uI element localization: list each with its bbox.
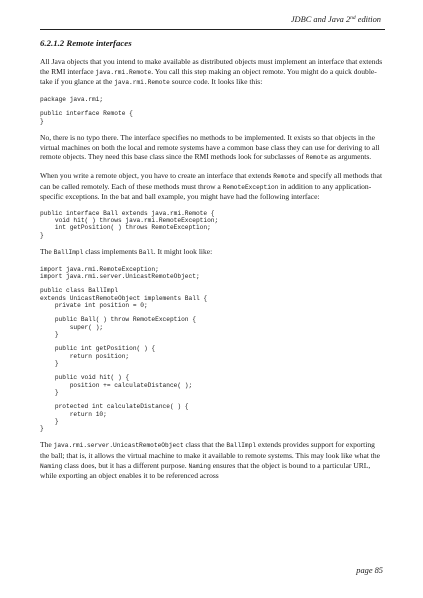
code-inline: Naming xyxy=(40,462,63,470)
code-inline: java.rmi.Remote xyxy=(114,79,170,87)
paragraph-write-remote-object xyxy=(40,171,385,202)
page-content xyxy=(40,38,385,489)
text-run: No, there is no typo there. The interface specifies no methods to be implemented. It exists so that objects in the virtual machines on both the local and remote systems have a common base class they can use for deriving to all remote objects. They need this base class since the RMI methods look for subclasses of xyxy=(40,132,380,162)
header-rule xyxy=(40,29,385,30)
running-header xyxy=(291,15,381,25)
text-run: class that the xyxy=(183,440,227,450)
code-inline: RemoteException xyxy=(222,183,279,191)
code-inline: BallImpl xyxy=(53,248,84,256)
text-run: ensures that the object is bound to a particular URL, while exporting an object enables it to be referenced across xyxy=(40,460,371,481)
text-run: in addition to any application-specific exceptions. In the bat and ball example, you might have had the following interface: xyxy=(40,181,372,202)
code-block-ballimpl-class: import java.rmi.RemoteException; import java.rmi.server.UnicastRemoteObject; public class BallImpl extends UnicastRemoteObject implements Ball { private int position = 0; public Ball( ) throw RemoteException { super( ); } public int getPosition( ) { return position; } public void hit( ) { position += calculateDistance( ); } protected int calculateDistance( ) { return 10; } } xyxy=(40,265,208,433)
header-title-suffix: edition xyxy=(355,15,381,24)
code-inline: Naming xyxy=(188,462,211,470)
header-title-superscript: nd xyxy=(350,15,356,21)
section-title: 6.2.1.2 Remote interfaces xyxy=(40,38,132,48)
code-block-ball-interface: public interface Ball extends java.rmi.Remote { void hit( ) throws java.rmi.RemoteException; int getPosition( ) throws RemoteException; } xyxy=(40,209,219,239)
paragraph-ballimpl-intro xyxy=(40,247,385,258)
code-block-remote-interface: package java.rmi; public interface Remote { } xyxy=(40,95,133,125)
header-title-prefix: JDBC and Java 2 xyxy=(290,15,351,24)
code-inline: java.rmi.Remote xyxy=(95,68,152,76)
text-run: The xyxy=(40,440,54,450)
text-run: The xyxy=(40,246,54,256)
code-inline: Ball xyxy=(138,248,154,256)
text-run: . You call this step making an object remote. You might do a quick double-take if you glance at the xyxy=(40,66,377,87)
text-run: and specify all methods that can be called remotely. Each of these methods must throw a xyxy=(40,170,383,191)
text-run: as arguments. xyxy=(327,152,372,162)
text-run: source code. It looks like this: xyxy=(169,77,263,87)
text-run: class implements xyxy=(83,246,139,256)
paragraph-unicast-remote-object xyxy=(40,440,385,481)
text-run: class does, but it has a different purpose. xyxy=(62,460,189,470)
code-inline: Remote xyxy=(305,154,328,162)
page-number: page 85 xyxy=(356,566,383,575)
text-run: . It might look like: xyxy=(153,246,213,256)
text-run: All Java objects that you intend to make available as distributed objects must implement an interface that extends the RMI interface xyxy=(40,57,383,76)
paragraph-remote-intro xyxy=(40,57,385,88)
text-run: When you write a remote object, you have to create an interface that extends xyxy=(40,170,274,180)
paragraph-no-typo xyxy=(40,133,385,163)
code-inline: BallImpl xyxy=(226,442,257,450)
code-inline: java.rmi.server.UnicastRemoteObject xyxy=(53,442,184,450)
code-inline: Remote xyxy=(273,172,296,180)
text-run: extends provides support for exporting the ball; that is, it allows the virtual machine to make it available to remote systems. This may look like what the xyxy=(40,440,381,460)
